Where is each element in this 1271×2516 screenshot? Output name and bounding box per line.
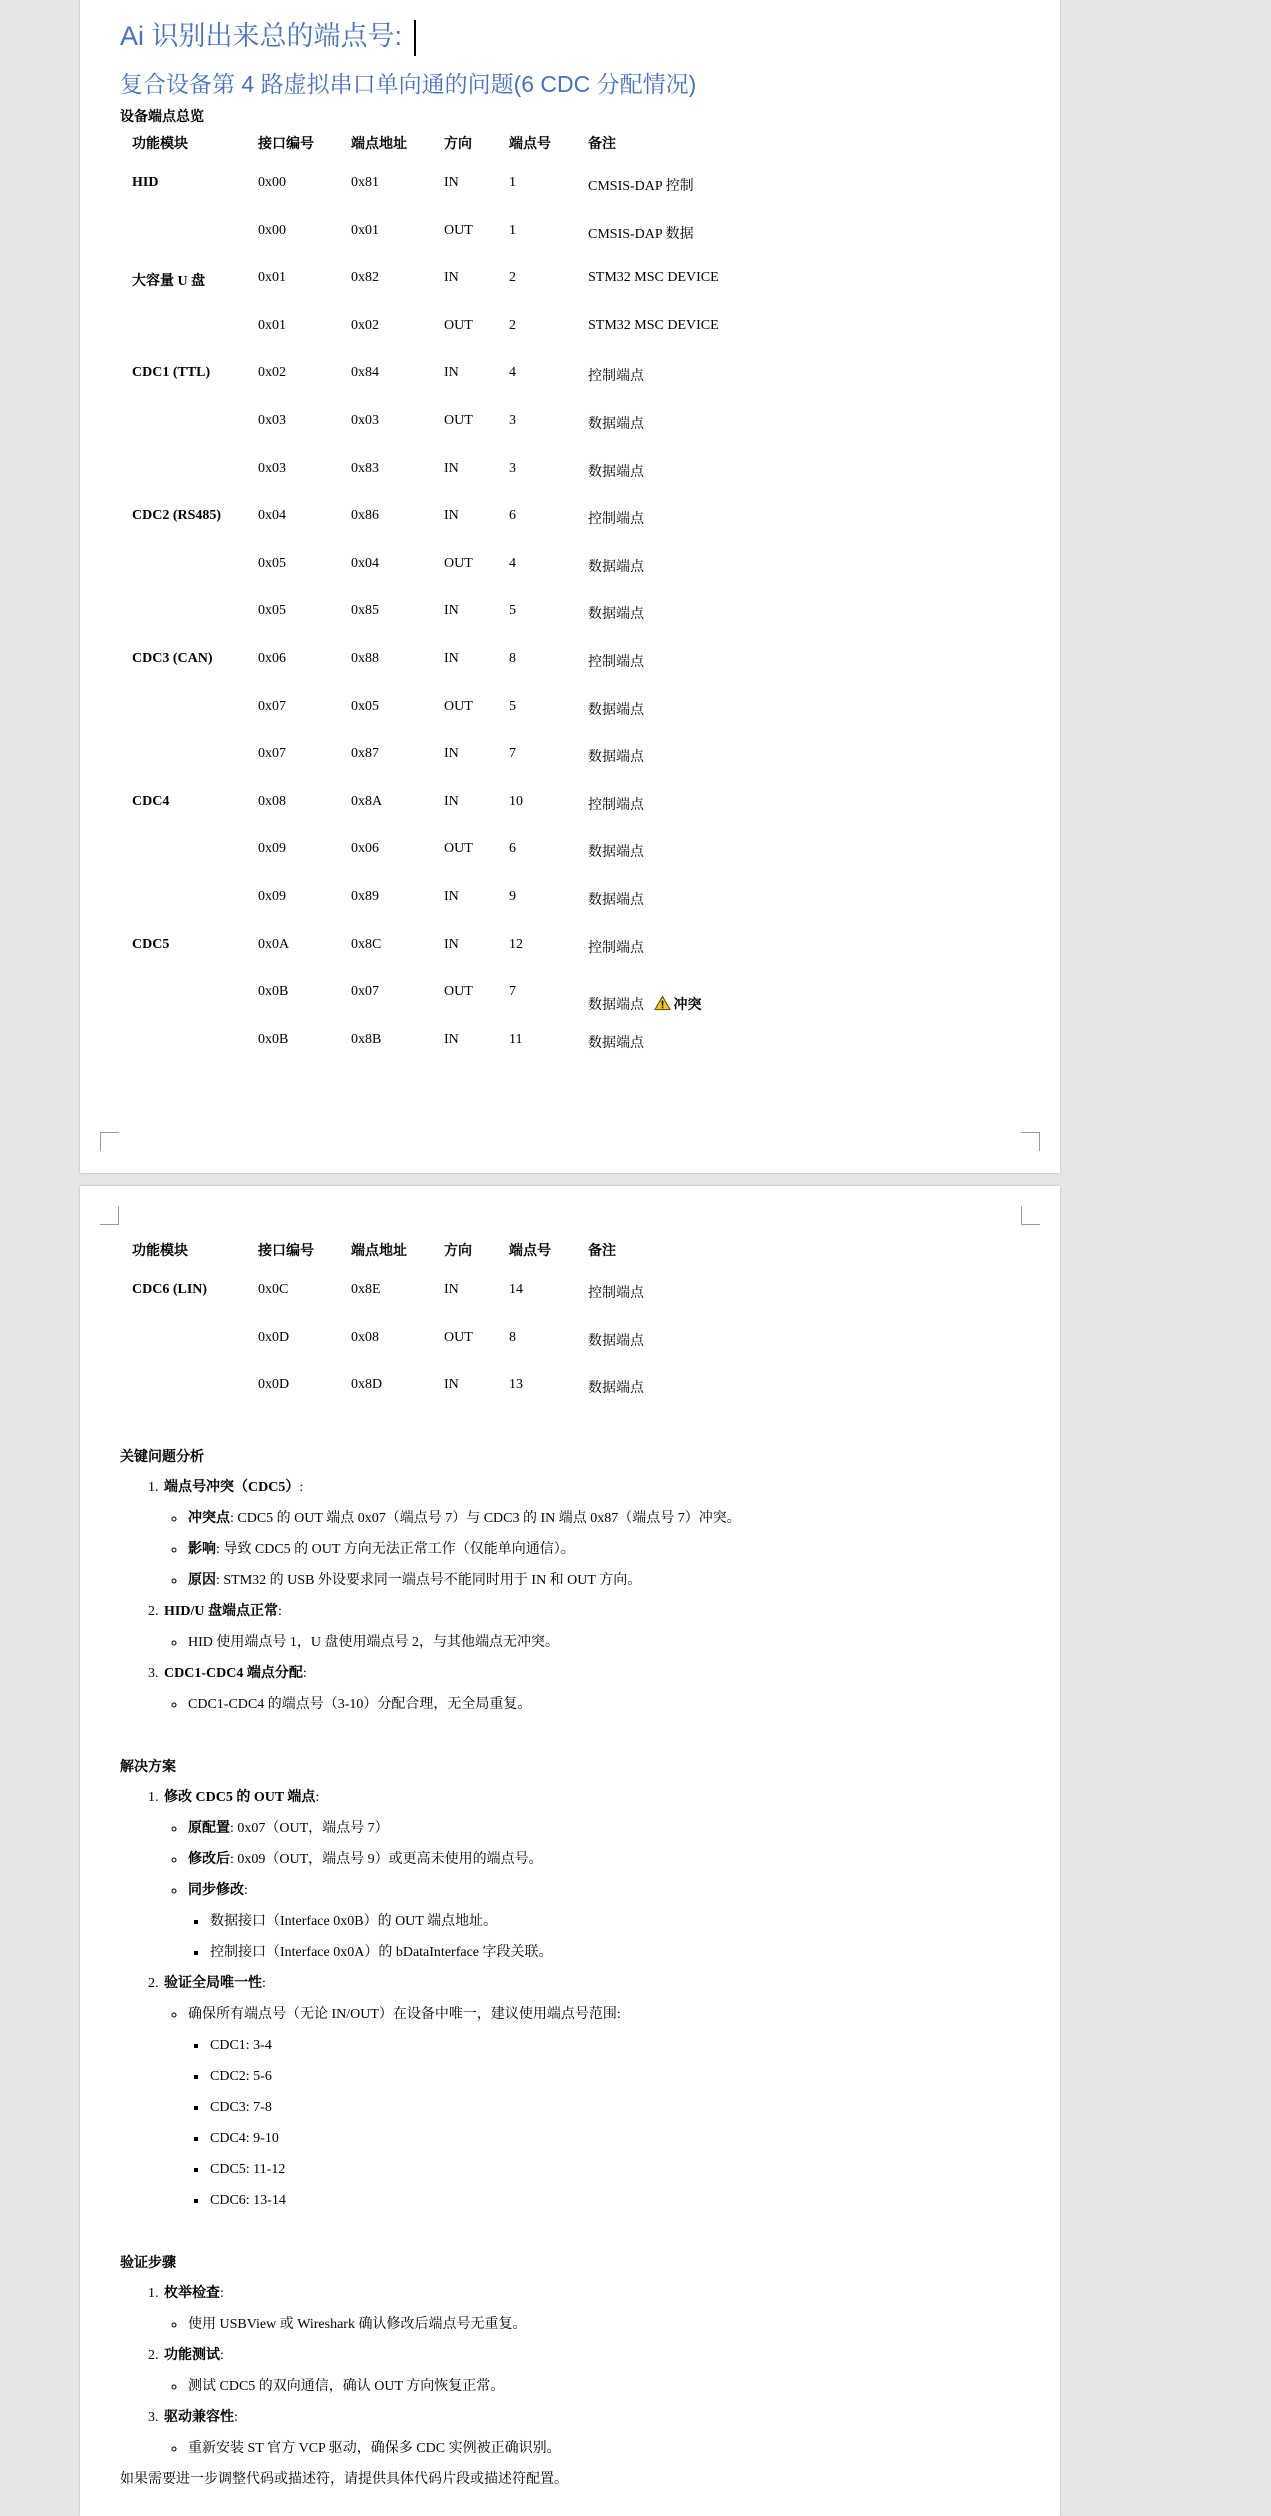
list-item: ▪ CDC4: 9-10	[208, 2129, 1020, 2148]
table-cell: 0x00	[258, 222, 286, 238]
table-cell: 0x02	[258, 365, 286, 381]
warning-icon	[654, 995, 671, 1011]
table-cell-module	[132, 699, 258, 747]
table-cell: 数据端点	[588, 702, 644, 718]
list-item: ▪ 数据接口（Interface 0x0B）的 OUT 端点地址。	[208, 1912, 1020, 1931]
table-header-row	[132, 1240, 788, 1282]
document-page-1	[80, 0, 1060, 1173]
header-note: 备注	[588, 1244, 616, 1259]
item-label: 功能测试	[164, 2348, 220, 2363]
table-cell-module	[132, 556, 258, 604]
table-cell: 0x88	[351, 650, 379, 666]
table-row	[132, 175, 788, 223]
table-cell: 0x00	[258, 175, 286, 190]
header-interface: 接口编号	[258, 1244, 314, 1259]
table-cell: OUT	[444, 841, 473, 857]
solution-heading: 解决方案	[120, 1760, 176, 1775]
table-cell: IN	[444, 460, 459, 476]
table-cell: OUT	[444, 222, 473, 238]
sub-list	[164, 1633, 1020, 1652]
sub-text: : 0x09（OUT，端点号 9）或更高未使用的端点号。	[230, 1852, 543, 1867]
sub-label: 同步修改	[188, 1883, 244, 1898]
table-cell: 10	[509, 793, 523, 809]
table-cell: 0x8A	[351, 793, 383, 809]
table-cell-module: CDC6 (LIN)	[132, 1282, 208, 1297]
table-cell-module: CDC2 (RS485)	[132, 508, 222, 524]
table-cell	[132, 1032, 258, 1080]
conflict-warning-text: 冲突	[673, 998, 702, 1014]
overview-heading: 设备端点总览	[120, 110, 204, 125]
item-colon: :	[299, 1480, 304, 1495]
table-cell: 数据端点	[588, 892, 644, 908]
table-cell: CMSIS-DAP 数据	[588, 226, 694, 242]
header-endpoint-number: 端点号	[509, 1244, 551, 1259]
analysis-heading: 关键问题分析	[120, 1450, 204, 1465]
table-cell: 0x0B	[258, 1031, 289, 1047]
table-row	[132, 318, 788, 366]
table-cell: 0x03	[258, 460, 286, 476]
table-cell-note	[588, 984, 788, 1032]
table-cell: 0x8C	[351, 936, 382, 952]
range-list	[188, 2036, 1020, 2210]
table-cell: 9	[509, 888, 516, 904]
page-corner-mark	[100, 1132, 119, 1151]
item-colon: :	[220, 2348, 224, 2363]
table-cell: 控制端点	[588, 369, 644, 385]
table-cell: 0x09	[258, 888, 286, 904]
table-cell: 0x86	[351, 508, 379, 524]
table-cell: 0x05	[351, 698, 379, 714]
table-cell: OUT	[444, 984, 473, 1000]
table-cell: 0x81	[351, 175, 379, 190]
list-item	[162, 1664, 1020, 1714]
document-page-2	[80, 1186, 1060, 2516]
table-cell: 0x0D	[258, 1377, 290, 1393]
table-row	[132, 889, 788, 937]
item-label: CDC1-CDC4 端点分配	[164, 1666, 303, 1681]
table-row	[132, 270, 788, 318]
sub-label: 修改后	[188, 1852, 230, 1867]
table-cell: 0x8D	[351, 1377, 383, 1393]
table-cell: 0x04	[258, 508, 286, 524]
table-cell: IN	[444, 1377, 459, 1393]
table-cell: IN	[444, 508, 459, 524]
list-item	[162, 2408, 1020, 2458]
table-cell: 1	[509, 222, 516, 238]
sub-text: 确保所有端点号（无论 IN/OUT）在设备中唯一，建议使用端点号范围:	[188, 2007, 621, 2022]
list-item	[162, 1602, 1020, 1652]
endpoint-table-continued	[132, 1240, 788, 1425]
table-cell: OUT	[444, 555, 473, 571]
sub-list	[164, 1509, 1020, 1590]
header-address: 端点地址	[351, 1244, 407, 1259]
table-cell-module	[132, 841, 258, 889]
table-cell: 0x0C	[258, 1282, 289, 1297]
table-cell: 6	[509, 508, 516, 524]
sub-list	[164, 2377, 1020, 2396]
table-cell: 0x01	[258, 317, 286, 333]
table-cell: 0x08	[258, 793, 286, 809]
item-label: HID/U 盘端点正常	[164, 1604, 278, 1619]
conflict-note	[588, 998, 702, 1013]
sub-list	[164, 1819, 1020, 1962]
closing-paragraph: 如果需要进一步调整代码或描述符，请提供具体代码片段或描述符配置。	[120, 2472, 568, 2487]
item-colon: :	[277, 1604, 282, 1619]
table-cell: 0x06	[258, 650, 286, 666]
table-row	[132, 223, 788, 271]
table-cell: 0x8B	[351, 1031, 382, 1047]
table-cell: 控制端点	[588, 512, 644, 528]
table-row	[132, 508, 788, 556]
list-item: ▪ 控制接口（Interface 0x0A）的 bDataInterface 字段关联。	[208, 1943, 1020, 1962]
table-cell: 0x01	[258, 270, 286, 286]
table-cell: 数据端点	[588, 1381, 644, 1397]
item-label: 驱动兼容性	[164, 2410, 234, 2425]
table-cell	[132, 984, 258, 1032]
table-cell: 控制端点	[588, 940, 644, 956]
table-header-row	[132, 133, 788, 175]
list-item: ▪ CDC3: 7-8	[208, 2098, 1020, 2117]
table-cell: 14	[509, 1282, 523, 1297]
sub-colon: :	[244, 1883, 248, 1898]
table-cell: OUT	[444, 1329, 473, 1345]
table-cell: 0x04	[351, 555, 379, 571]
table-cell: 3	[509, 412, 516, 428]
table-cell-module	[132, 1330, 258, 1378]
table-cell: 数据端点	[588, 416, 644, 432]
table-cell: IN	[444, 888, 459, 904]
table-cell: 0x03	[351, 412, 379, 428]
table-cell-module: 大容量 U 盘	[132, 274, 206, 290]
table-row	[132, 1282, 788, 1330]
table-cell: OUT	[444, 317, 473, 333]
analysis-list	[120, 1478, 1020, 1714]
table-cell: 0x03	[258, 412, 286, 428]
table-cell: IN	[444, 650, 459, 666]
table-cell: 0x0B	[258, 984, 289, 1000]
table-cell-module: CDC3 (CAN)	[132, 650, 213, 666]
table-cell-module	[132, 318, 258, 366]
list-item	[186, 1509, 1020, 1528]
table-cell-module	[132, 413, 258, 461]
table-cell: 4	[509, 555, 516, 571]
sub-label: 影响	[188, 1542, 216, 1557]
header-interface: 接口编号	[258, 137, 314, 152]
table-row	[132, 937, 788, 985]
page-corner-mark	[100, 1206, 119, 1225]
table-cell: 控制端点	[588, 1286, 644, 1301]
endpoint-table	[132, 133, 788, 1079]
table-cell: OUT	[444, 412, 473, 428]
table-cell: IN	[444, 793, 459, 809]
list-item	[186, 1571, 1020, 1590]
item-colon: :	[220, 2286, 224, 2301]
list-item	[186, 2005, 1020, 2210]
list-item: ◦ HID 使用端点号 1，U 盘使用端点号 2，与其他端点无冲突。	[186, 1633, 1020, 1652]
list-item: ◦ CDC1-CDC4 的端点号（3-10）分配合理，无全局重复。	[186, 1695, 1020, 1714]
page-corner-mark	[1021, 1206, 1040, 1225]
table-cell: 5	[509, 698, 516, 714]
table-cell: 0x01	[351, 222, 379, 238]
table-cell: 控制端点	[588, 797, 644, 813]
table-cell: OUT	[444, 698, 473, 714]
header-module: 功能模块	[132, 1244, 188, 1259]
table-cell: IN	[444, 603, 459, 619]
table-cell: IN	[444, 1282, 459, 1297]
table-row	[132, 746, 788, 794]
table-cell: 0x07	[351, 984, 379, 1000]
page-corner-mark	[1021, 1132, 1040, 1151]
list-item	[162, 1974, 1020, 2210]
table-row	[132, 841, 788, 889]
table-row	[132, 603, 788, 651]
sub-text: : 导致 CDC5 的 OUT 方向无法正常工作（仅能单向通信）。	[216, 1542, 575, 1557]
table-cell: 0x02	[351, 317, 379, 333]
header-endpoint-number: 端点号	[509, 137, 551, 152]
table-row-conflict	[132, 984, 788, 1032]
table-cell: 0x08	[351, 1329, 379, 1345]
item-colon: :	[302, 1666, 307, 1681]
sub-label: 原因	[188, 1573, 216, 1588]
list-item	[186, 1819, 1020, 1838]
table-cell: 2	[509, 270, 516, 286]
table-cell: 0x8E	[351, 1282, 381, 1297]
item-label: 枚举检查	[164, 2286, 220, 2301]
sub-list	[164, 2439, 1020, 2458]
sub-text: : CDC5 的 OUT 端点 0x07（端点号 7）与 CDC3 的 IN 端点 0x87（端点号 7）冲突。	[230, 1511, 741, 1526]
table-cell-module: CDC5	[132, 936, 170, 952]
list-item: ▪ CDC5: 11-12	[208, 2160, 1020, 2179]
header-note: 备注	[588, 137, 616, 152]
table-cell: IN	[444, 270, 459, 286]
table-cell: 8	[509, 650, 516, 666]
table-cell: 6	[509, 841, 516, 857]
table-cell: 7	[509, 746, 516, 762]
page-title	[120, 14, 416, 56]
table-cell-module: CDC1 (TTL)	[132, 365, 211, 381]
conflict-note-text: 数据端点	[588, 998, 644, 1014]
table-cell: 0x0D	[258, 1329, 290, 1345]
table-cell: CMSIS-DAP 控制	[588, 179, 694, 194]
item-label: 验证全局唯一性	[164, 1976, 262, 1991]
table-row	[132, 699, 788, 747]
table-cell: 1	[509, 175, 516, 190]
list-item	[186, 1540, 1020, 1559]
table-cell: 13	[509, 1377, 523, 1393]
item-label: 修改 CDC5 的 OUT 端点	[164, 1790, 316, 1805]
list-item: ◦ 测试 CDC5 的双向通信，确认 OUT 方向恢复正常。	[186, 2377, 1020, 2396]
table-cell: 3	[509, 460, 516, 476]
item-colon: :	[234, 2410, 238, 2425]
sub-label: 原配置	[188, 1821, 230, 1836]
table-cell: 0x06	[351, 841, 379, 857]
table-cell: 0x85	[351, 603, 379, 619]
table-row	[132, 1377, 788, 1425]
table-cell: 数据端点	[588, 607, 644, 623]
sub-text: : 0x07（OUT，端点号 7）	[230, 1821, 389, 1836]
item-colon: :	[315, 1790, 320, 1805]
table-cell: 7	[509, 984, 516, 1000]
item-label: 端点号冲突（CDC5）	[164, 1480, 300, 1495]
table-row	[132, 651, 788, 699]
table-cell: 控制端点	[588, 654, 644, 670]
table-row	[132, 1330, 788, 1378]
header-direction: 方向	[444, 1244, 472, 1259]
list-item: ▪ CDC2: 5-6	[208, 2067, 1020, 2086]
page-subtitle: 复合设备第 4 路虚拟串口单向通的问题(6 CDC 分配情况)	[120, 71, 697, 97]
item-colon: :	[262, 1976, 266, 1991]
table-cell: 0x09	[258, 841, 286, 857]
solution-list	[120, 1788, 1020, 2210]
table-row	[132, 556, 788, 604]
table-cell: IN	[444, 936, 459, 952]
sub-sub-list	[188, 1912, 1020, 1962]
table-cell: 0x05	[258, 603, 286, 619]
table-row	[132, 365, 788, 413]
text-cursor	[414, 20, 416, 56]
header-address: 端点地址	[351, 137, 407, 152]
title-text: Ai 识别出来总的端点号:	[120, 21, 403, 51]
table-cell: 0x0A	[258, 936, 290, 952]
document-body	[120, 1448, 1020, 2489]
table-cell: 0x07	[258, 746, 286, 762]
list-item	[162, 2346, 1020, 2396]
table-cell: IN	[444, 1031, 459, 1047]
sub-list	[164, 1695, 1020, 1714]
header-direction: 方向	[444, 137, 472, 152]
list-item	[162, 1478, 1020, 1590]
table-cell: 数据端点	[588, 750, 644, 766]
table-cell-module	[132, 603, 258, 651]
list-item: ◦ 重新安装 ST 官方 VCP 驱动，确保多 CDC 实例被正确识别。	[186, 2439, 1020, 2458]
table-cell-module: CDC4	[132, 793, 170, 809]
table-cell-module	[132, 223, 258, 271]
table-cell: 2	[509, 317, 516, 333]
verify-heading: 验证步骤	[120, 2256, 176, 2271]
table-cell: 数据端点	[588, 1035, 644, 1051]
table-cell: 8	[509, 1329, 516, 1345]
table-cell: 数据端点	[588, 464, 644, 480]
list-item	[162, 2284, 1020, 2334]
table-row	[132, 1032, 788, 1080]
sub-label: 冲突点	[188, 1511, 230, 1526]
table-cell: 0x83	[351, 460, 379, 476]
table-cell: 12	[509, 936, 523, 952]
table-row	[132, 461, 788, 509]
table-cell: IN	[444, 175, 459, 190]
header-module: 功能模块	[132, 137, 188, 152]
sub-list	[164, 2005, 1020, 2210]
list-item	[186, 1881, 1020, 1962]
table-cell: 4	[509, 365, 516, 381]
table-cell-module: HID	[132, 175, 159, 190]
table-cell: IN	[444, 746, 459, 762]
table-cell: 0x87	[351, 746, 379, 762]
list-item: ◦ 使用 USBView 或 Wireshark 确认修改后端点号无重复。	[186, 2315, 1020, 2334]
table-cell: 0x05	[258, 555, 286, 571]
list-item: ▪ CDC6: 13-14	[208, 2191, 1020, 2210]
table-row	[132, 413, 788, 461]
list-item: ▪ CDC1: 3-4	[208, 2036, 1020, 2055]
table-cell-module	[132, 746, 258, 794]
table-cell: 0x89	[351, 888, 379, 904]
table-cell: STM32 MSC DEVICE	[588, 317, 719, 333]
sub-text: : STM32 的 USB 外设要求同一端点号不能同时用于 IN 和 OUT 方向。	[216, 1573, 642, 1588]
list-item	[186, 1850, 1020, 1869]
table-cell-module	[132, 889, 258, 937]
table-cell: 11	[509, 1031, 523, 1047]
table-cell: 0x82	[351, 270, 379, 286]
table-cell-module	[132, 461, 258, 509]
table-cell-module	[132, 1377, 258, 1425]
table-cell: STM32 MSC DEVICE	[588, 270, 719, 286]
table-cell: 数据端点	[588, 1333, 644, 1349]
table-cell: 0x84	[351, 365, 379, 381]
sub-list	[164, 2315, 1020, 2334]
table-cell: 0x07	[258, 698, 286, 714]
table-cell: 数据端点	[588, 845, 644, 861]
table-cell: 5	[509, 603, 516, 619]
list-item	[162, 1788, 1020, 1962]
table-cell: 数据端点	[588, 559, 644, 575]
table-row	[132, 794, 788, 842]
verify-list	[120, 2284, 1020, 2458]
table-cell: IN	[444, 365, 459, 381]
